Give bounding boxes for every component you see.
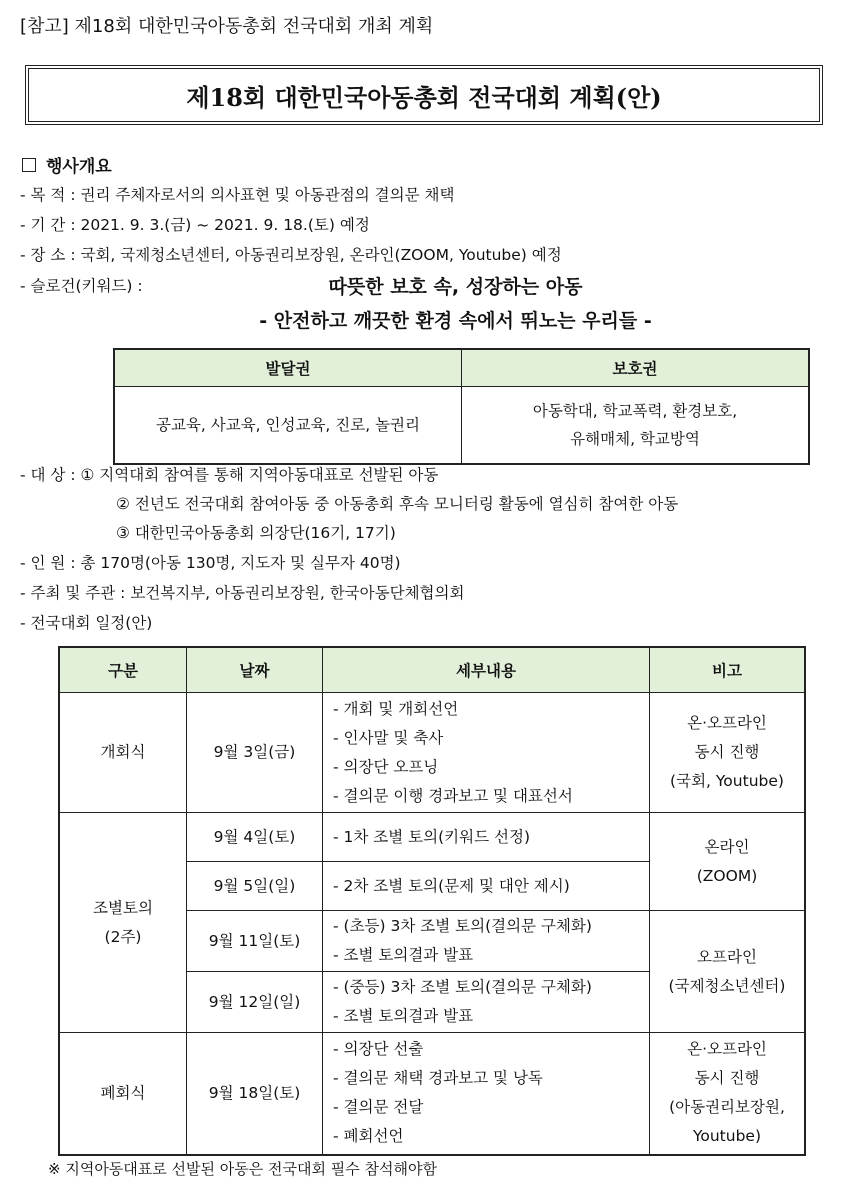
schedule-header-date: 날짜 [187, 647, 323, 693]
note-cell [650, 911, 806, 1033]
detail-item: - 폐회선언 [333, 1127, 404, 1146]
note-line: 온·오프라인 [687, 1040, 767, 1059]
detail-item: - 의장단 오프닝 [333, 757, 439, 776]
note-line: (국제청소년센터) [668, 976, 786, 995]
keyword-protection-line-2: 유해매체, 학교방역 [570, 430, 700, 448]
slogan-main: 따뜻한 보호 속, 성장하는 아동 [328, 276, 583, 298]
category-line: 조별토의 [93, 898, 153, 917]
detail-item: - 인사말 및 축사 [333, 728, 444, 747]
section-heading [22, 152, 112, 177]
venue-line: - 장 소 : 국회, 국제청소년센터, 아동권리보장원, 온라인(ZOOM, Youtube) 예정 [20, 246, 562, 264]
note-line: (아동권리보장원, [669, 1098, 785, 1117]
note-line: Youtube) [692, 1127, 762, 1146]
host-line: - 주최 및 주관 : 보건복지부, 아동권리보장원, 한국아동단체협의회 [20, 584, 465, 602]
category-line: (2주) [104, 927, 142, 946]
purpose-line: - 목 적 : 권리 주체자로서의 의사표현 및 아동관점의 결의문 채택 [20, 186, 455, 204]
note-cell [650, 813, 806, 911]
footnote: ※ 지역아동대표로 선발된 아동은 전국대회 필수 참석해야함 [48, 1160, 437, 1178]
date-cell: 9월 18일(토) [187, 1033, 323, 1155]
participants-line: - 인 원 : 총 170명(아동 130명, 지도자 및 실무자 40명) [20, 554, 401, 572]
schedule-header-details: 세부내용 [323, 647, 650, 693]
document-title: 제18회 대한민국아동총회 전국대회 계획(안) [28, 68, 820, 122]
details-cell [323, 911, 650, 972]
schedule-header-note: 비고 [650, 647, 806, 693]
note-cell [650, 1033, 806, 1155]
schedule-table [58, 646, 806, 1156]
checkbox-square-icon [22, 158, 36, 172]
details-cell [323, 693, 650, 813]
keyword-header-protection: 보호권 [462, 349, 810, 387]
target-line-1: - 대 상 : ① 지역대회 참여를 통해 지역아동대표로 선발된 아동 [20, 466, 439, 484]
note-line: (국회, Youtube) [670, 772, 784, 790]
target-line-2: ② 전년도 전국대회 참여아동 중 아동총회 후속 모니터링 활동에 열심히 참여한 아동 [116, 495, 679, 513]
detail-item: - (중등) 3차 조별 토의(결의문 구체화) [333, 978, 592, 996]
note-line: (ZOOM) [696, 866, 758, 885]
date-cell: 9월 12일(일) [187, 972, 323, 1033]
schedule-header-category: 구분 [59, 647, 187, 693]
note-line: 오프라인 [697, 947, 757, 966]
note-line: 동시 진행 [694, 743, 760, 761]
note-line: 온라인 [704, 837, 750, 856]
date-cell: 9월 3일(금) [187, 693, 323, 813]
category-cell: 개회식 [59, 693, 187, 813]
period-line: - 기 간 : 2021. 9. 3.(금) ~ 2021. 9. 18.(토) 예정 [20, 216, 370, 234]
date-cell: 9월 4일(토) [187, 813, 323, 862]
category-cell [59, 813, 187, 1033]
slogan-label: - 슬로건(키워드) : [20, 277, 143, 295]
table-row [59, 813, 805, 862]
details-cell [323, 1033, 650, 1155]
reference-line: [참고] 제18회 대한민국아동총회 전국대회 개최 계획 [20, 16, 434, 37]
keyword-protection-line-1: 아동학대, 학교폭력, 환경보호, [532, 402, 738, 420]
target-line-3: ③ 대한민국아동총회 의장단(16기, 17기) [116, 524, 396, 542]
note-line: 온·오프라인 [687, 714, 767, 732]
date-cell: 9월 5일(일) [187, 862, 323, 911]
slogan-sub: - 안전하고 깨끗한 환경 속에서 뛰노는 우리들 - [259, 310, 652, 332]
details-cell [323, 972, 650, 1033]
section-title: 행사개요 [46, 157, 112, 177]
table-row [59, 693, 805, 813]
details-cell: - 1차 조별 토의(키워드 선정) [323, 813, 650, 862]
detail-item: - 조별 토의결과 발표 [333, 946, 474, 964]
detail-item: - (초등) 3차 조별 토의(결의문 구체화) [333, 917, 592, 935]
note-line: 동시 진행 [694, 1069, 760, 1088]
detail-item: - 의장단 선출 [333, 1040, 424, 1059]
keyword-header-development: 발달권 [114, 349, 462, 387]
keyword-protection-cell [462, 387, 810, 465]
keyword-development-cell: 공교육, 사교육, 인성교육, 진로, 놀권리 [114, 387, 462, 465]
schedule-title: - 전국대회 일정(안) [20, 614, 153, 632]
detail-item: - 결의문 이행 경과보고 및 대표선서 [333, 786, 573, 805]
note-cell [650, 693, 806, 813]
keyword-table [113, 348, 810, 465]
detail-item: - 조별 토의결과 발표 [333, 1007, 474, 1025]
detail-item: - 결의문 채택 경과보고 및 낭독 [333, 1069, 543, 1088]
table-row [59, 1033, 805, 1155]
details-cell: - 2차 조별 토의(문제 및 대안 제시) [323, 862, 650, 911]
category-cell: 폐회식 [59, 1033, 187, 1155]
detail-item: - 결의문 전달 [333, 1098, 424, 1117]
detail-item: - 개회 및 개회선언 [333, 699, 459, 718]
date-cell: 9월 11일(토) [187, 911, 323, 972]
